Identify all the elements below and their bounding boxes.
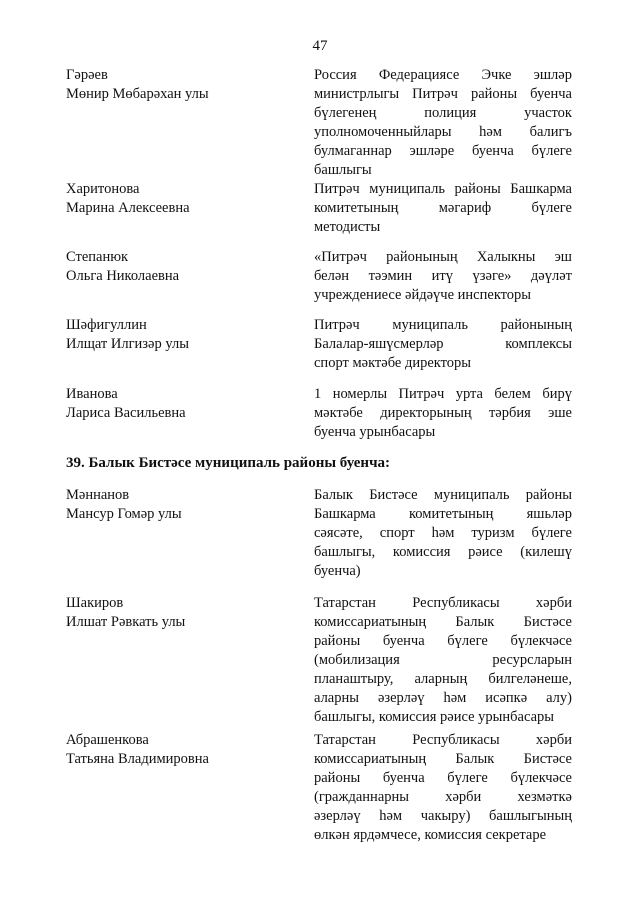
person-role [314, 385, 572, 442]
person-given-names: Мөнир Мөбарәхан улы [66, 86, 209, 102]
role-word: тәрбия [488, 405, 531, 421]
role-word: Федерациясе [378, 67, 460, 83]
role-line [314, 788, 572, 807]
role-word: комитетының [314, 200, 399, 216]
role-line [314, 199, 572, 218]
person-given-names: Марина Алексеевна [66, 200, 190, 216]
role-word: Балык [314, 487, 353, 503]
role-word: хәрби [445, 789, 482, 805]
role-word: ресурсларын [492, 652, 572, 668]
person-given-names: Илщат Илгизәр улы [66, 336, 189, 352]
role-word: Питрәч [314, 317, 360, 333]
role-word: (гражданнарны [314, 789, 410, 805]
role-word: һәм [431, 525, 455, 541]
person-role [314, 66, 572, 180]
person-name [66, 66, 296, 104]
role-word: спорт [379, 525, 415, 541]
section-heading: 39. Балык Бистәсе муниципаль районы буенча: [66, 455, 391, 471]
role-word: полиция [424, 105, 477, 121]
person-role [314, 248, 572, 305]
role-word: белән [314, 268, 350, 284]
role-word: 1 [314, 386, 322, 402]
role-word: яшьләр [526, 506, 572, 522]
role-word: Питрәч [314, 181, 360, 197]
role-word: буенча) [314, 563, 361, 579]
role-word: бирү [542, 386, 572, 402]
person-given-names: Татьяна Владимировна [66, 751, 209, 767]
role-line [314, 85, 572, 104]
person-role [314, 180, 572, 237]
person-surname: Степанюк [66, 249, 129, 265]
role-line [314, 708, 572, 727]
role-word: башлыгының [489, 808, 572, 824]
role-word: исәпкә [485, 690, 528, 706]
role-word: районы [525, 487, 572, 503]
role-word: хәрби [535, 595, 572, 611]
role-word: бүлегенең [314, 105, 377, 121]
role-word: номерлы [332, 386, 388, 402]
role-word: уполномоченныйлары [314, 124, 452, 140]
role-word: рәисе [468, 544, 503, 560]
person-surname: Шәфигуллин [66, 317, 147, 333]
role-word: комиссия [392, 544, 451, 560]
role-word: комитетының [409, 506, 494, 522]
role-word: һәм [379, 808, 403, 824]
role-word: спорт мәктәбе директоры [314, 355, 472, 371]
role-line [314, 248, 572, 267]
role-word: Балалар-яшүсмерләр [314, 336, 444, 352]
person-given-names: Мансур Гомәр улы [66, 506, 182, 522]
role-line [314, 335, 572, 354]
role-word: һәм [479, 124, 502, 140]
role-word: Бистәсе [369, 487, 418, 503]
role-line [314, 218, 572, 237]
role-word: дәүләт [530, 268, 572, 284]
person-name [66, 316, 296, 354]
role-word: тәэмин [368, 268, 413, 284]
role-word: муниципаль [392, 317, 468, 333]
role-line [314, 562, 572, 581]
role-word: итү [431, 268, 454, 284]
person-surname: Мәннанов [66, 487, 130, 503]
role-word: комиссариатының [314, 614, 427, 630]
role-word: министрлыгы [314, 86, 400, 102]
person-surname: Гәрәев [66, 67, 108, 83]
role-line [314, 524, 572, 543]
role-line [314, 286, 572, 305]
role-line [314, 594, 572, 613]
role-line [314, 505, 572, 524]
role-word: бүлекчәсе [510, 633, 572, 649]
role-word: директорының [380, 405, 472, 421]
role-word: Питрәч [412, 86, 458, 102]
role-word: Республикасы [412, 595, 500, 611]
role-word: урта [455, 386, 483, 402]
role-line [314, 123, 572, 142]
role-word: буенча урынбасары [314, 424, 436, 440]
role-line [314, 769, 572, 788]
role-word: башлыгы, [314, 544, 376, 560]
role-word: аларның [414, 671, 468, 687]
role-word: Татарстан [314, 732, 376, 748]
role-word: башлыгы [314, 162, 372, 178]
role-line [314, 826, 572, 845]
role-line [314, 423, 572, 442]
role-word: сәясәте, [314, 525, 363, 541]
person-name [66, 594, 296, 632]
role-line [314, 180, 572, 199]
role-word: Башкарма [314, 506, 376, 522]
role-word: районы [314, 633, 361, 649]
role-word: чакыру) [420, 808, 471, 824]
role-word: хезмәткә [517, 789, 572, 805]
role-word: учреждениесе әйдәүче инспекторы [314, 287, 532, 303]
role-line [314, 807, 572, 826]
role-word: Бистәсе [523, 614, 572, 630]
person-surname: Иванова [66, 386, 118, 402]
role-word: буенча [382, 770, 425, 786]
role-word: эшләре [409, 143, 455, 159]
role-word: буенча [471, 143, 514, 159]
role-line [314, 689, 572, 708]
person-role [314, 731, 572, 845]
role-word: Бистәсе [523, 751, 572, 767]
role-word: комиссариатының [314, 751, 427, 767]
role-word: Эчке [481, 67, 512, 83]
role-word: буенча [382, 633, 425, 649]
role-word: бүлеге [447, 770, 488, 786]
person-name [66, 731, 296, 769]
role-word: муниципаль [369, 181, 445, 197]
role-word: булмаганнар [314, 143, 392, 159]
role-line [314, 731, 572, 750]
role-line [314, 385, 572, 404]
role-word: районы [314, 770, 361, 786]
role-word: алу) [546, 690, 572, 706]
role-word: Республикасы [412, 732, 500, 748]
role-word: белем [494, 386, 531, 402]
role-word: планаштыру, [314, 671, 394, 687]
role-line [314, 543, 572, 562]
role-line [314, 161, 572, 180]
role-word: (мобилизация [314, 652, 400, 668]
role-word: мәгариф [438, 200, 492, 216]
person-surname: Харитонова [66, 181, 140, 197]
role-word: эш [554, 249, 572, 265]
role-line [314, 613, 572, 632]
person-name [66, 385, 296, 423]
role-word: һәм [443, 690, 467, 706]
role-line [314, 142, 572, 161]
role-line [314, 486, 572, 505]
role-word: билгеләнеше, [488, 671, 572, 687]
role-word: бүлеге [531, 143, 572, 159]
person-given-names: Ольга Николаевна [66, 268, 180, 284]
role-line [314, 316, 572, 335]
person-name [66, 486, 296, 524]
role-word: районының [386, 249, 458, 265]
role-word: Татарстан [314, 595, 376, 611]
person-name [66, 248, 296, 286]
role-word: буенча [530, 86, 572, 102]
role-word: эше [548, 405, 572, 421]
role-word: әзерләү [377, 690, 425, 706]
page-number: 47 [312, 38, 328, 54]
role-word: Питрәч [398, 386, 445, 402]
role-word: хәрби [535, 732, 572, 748]
role-word: эшләр [533, 67, 572, 83]
role-line [314, 670, 572, 689]
role-word: районы [454, 181, 501, 197]
role-word: методисты [314, 219, 381, 235]
role-word: комплексы [505, 336, 572, 352]
role-word: бүлекчәсе [510, 770, 572, 786]
role-word: балигъ [529, 124, 572, 140]
person-given-names: Лариса Васильевна [66, 405, 186, 421]
role-word: Башкарма [510, 181, 572, 197]
role-word: әзерләү [314, 808, 361, 824]
role-line [314, 104, 572, 123]
role-word: өлкән ярдәмчесе, комиссия секретаре [314, 827, 547, 843]
role-word: Балык [455, 751, 495, 767]
role-word: бүлеге [531, 200, 572, 216]
role-word: Россия [314, 67, 357, 83]
person-surname: Шакиров [66, 595, 124, 611]
role-word: аларны [314, 690, 359, 706]
role-line [314, 651, 572, 670]
person-role [314, 486, 572, 581]
role-word: (килешү [520, 544, 572, 560]
role-word: үзәге» [472, 268, 512, 284]
role-word: Халыкны [476, 249, 536, 265]
role-word: туризм [471, 525, 515, 541]
role-word: башлыгы, комиссия рәисе урынбасары [314, 709, 555, 725]
role-word: муниципаль [433, 487, 510, 503]
role-word: бүлеге [447, 633, 488, 649]
role-line [314, 632, 572, 651]
role-word: участок [524, 105, 572, 121]
role-line [314, 267, 572, 286]
person-surname: Абрашенкова [66, 732, 149, 748]
role-word: бүлеге [531, 525, 572, 541]
role-word: «Питрәч [314, 249, 367, 265]
role-word: районының [500, 317, 572, 333]
role-line [314, 404, 572, 423]
person-role [314, 316, 572, 373]
role-word: районы [470, 86, 518, 102]
role-word: мәктәбе [314, 405, 363, 421]
role-line [314, 66, 572, 85]
role-line [314, 354, 572, 373]
person-given-names: Илшат Рәвкать улы [66, 614, 186, 630]
role-line [314, 750, 572, 769]
person-role [314, 594, 572, 727]
role-word: Балык [455, 614, 495, 630]
person-name [66, 180, 296, 218]
